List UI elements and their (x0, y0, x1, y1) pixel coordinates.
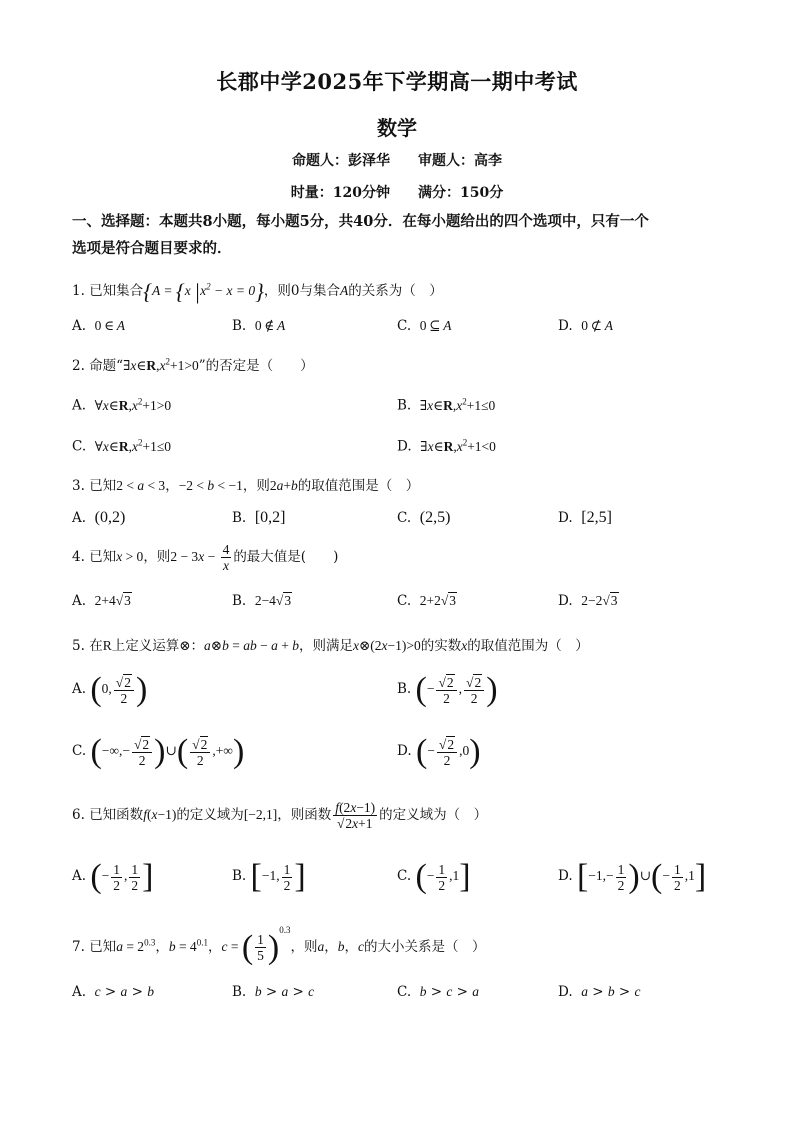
q7-option-d[interactable]: D. a > b > c (558, 984, 641, 1000)
q2-option-a[interactable]: A. $\forall x\in R,x^2+1>0$ (72, 396, 172, 414)
q6-option-c[interactable]: C. (− $\frac{1}{2}$ ,1] (397, 858, 471, 895)
q7-option-b[interactable]: B. b > a > c (232, 984, 315, 1000)
q1-option-c[interactable]: C. 0 ⊆ A (397, 318, 452, 334)
q6-option-a[interactable]: A. (− $\frac{1}{2}$ , $\frac{1}{2}$ ] (72, 858, 154, 895)
q7-option-a[interactable]: A. c > a > b (72, 984, 154, 1000)
q2-option-d[interactable]: D. $\exists x\in R,x^2+1<0$ (397, 437, 496, 455)
subject-title: 数学 (377, 116, 417, 140)
q4-option-b[interactable]: B. 2−4√3 (232, 593, 292, 609)
exam-title: 长郡中学2025年下学期高一期中考试 (216, 69, 578, 94)
question-text: 的关系为（ ） (348, 283, 443, 299)
q1-option-d[interactable]: D. 0 ⊄ A (558, 318, 613, 334)
q4-option-a[interactable]: A. 2+4√3 (72, 593, 131, 609)
time-score-line: 时量：120分钟 满分：150分 (290, 185, 504, 201)
q3-option-b[interactable]: B. [0,2] (232, 509, 286, 526)
q3-option-d[interactable]: D. [2,5] (558, 509, 612, 526)
question-text: ，则0与集合 (263, 283, 341, 299)
question-7: 7. 已知$a = 2^{0.3}$，$b = 4^{0.1}$，c = ( $\frac{1}{5}$ )$^{0.3}$，则a，b，c的大小关系是（ ） (72, 925, 486, 966)
author-line: 命题人：彭泽华 审题人：高李 (292, 153, 502, 169)
q6-option-b[interactable]: B. [−1, $\frac{1}{2}$ ] (232, 858, 306, 895)
q4-option-d[interactable]: D. 2−2√3 (558, 593, 618, 609)
q2-option-b[interactable]: B. $\exists x\in R,x^2+1\le 0$ (397, 396, 496, 414)
set-definition-formula: {A = {x $|x^2 - x = 0$} (143, 278, 264, 304)
question-1: 1. 已知集合{A = {x $|x^2 - x = 0$}，则0与集合A的关系为（ ） (72, 278, 443, 304)
section-instructions-line1: 一、选择题：本题共8小题，每小题5分，共40分．在每小题给出的四个选项中，只有一个 (72, 213, 649, 230)
fraction: $\frac{4}{x}$ (222, 542, 230, 573)
q5-option-c[interactable]: C. (−∞,− $\frac{√2}{2}$ )∪( $\frac{√2}{2}$ ,+∞) (72, 733, 245, 770)
q1-option-a[interactable]: A. 0 ∈ A (72, 318, 126, 334)
question-6: 6. 已知函数f(x−1)的定义域为[−2,1]，则函数 $\frac{f(2x-1)}{√2x+1}$ 的定义域为（ ） (72, 800, 488, 831)
q2-option-c[interactable]: C. $\forall x\in R,x^2+1\le 0$ (72, 437, 172, 455)
q4-option-c[interactable]: C. 2+2√3 (397, 593, 457, 609)
question-number: 2. (72, 358, 85, 374)
q5-option-a[interactable]: A. (0, $\frac{√2}{2}$ ) (72, 671, 148, 708)
question-5: 5. 在R上定义运算⊗：a⊗b = ab − a + b，则满足x⊗(2x−1)>0的实数x的取值范围为（ ） (72, 638, 589, 654)
question-text: 已知集合 (89, 283, 144, 299)
question-4: 4. 已知x > 0，则2 − 3x − $\frac{4}{x}$ 的最大值是( ) (72, 542, 339, 573)
q5-option-d[interactable]: D. (− $\frac{√2}{2}$ ,0) (397, 733, 481, 770)
q1-option-b[interactable]: B. 0 ∉ A (232, 318, 286, 334)
q7-option-c[interactable]: C. b > c > a (397, 984, 480, 1000)
q6-option-d[interactable]: D. [−1,− $\frac{1}{2}$ )∪(− $\frac{1}{2}$ ,1] (558, 858, 707, 895)
section-instructions-line2: 选项是符合题目要求的． (72, 240, 232, 257)
q3-option-a[interactable]: A. (0,2) (72, 509, 126, 526)
q3-option-c[interactable]: C. (2,5) (397, 509, 451, 526)
question-2: 2. 命题“$\exists x\in R,x^2+1>0$”的否定是（ ） (72, 356, 314, 374)
q5-option-b[interactable]: B. (− $\frac{√2}{2}$ , $\frac{√2}{2}$ ) (397, 671, 498, 708)
question-number: 1. (72, 283, 85, 299)
question-3: 3. 已知2 < a < 3，−2 < b < −1，则2a+b的取值范围是（ ） (72, 478, 420, 494)
